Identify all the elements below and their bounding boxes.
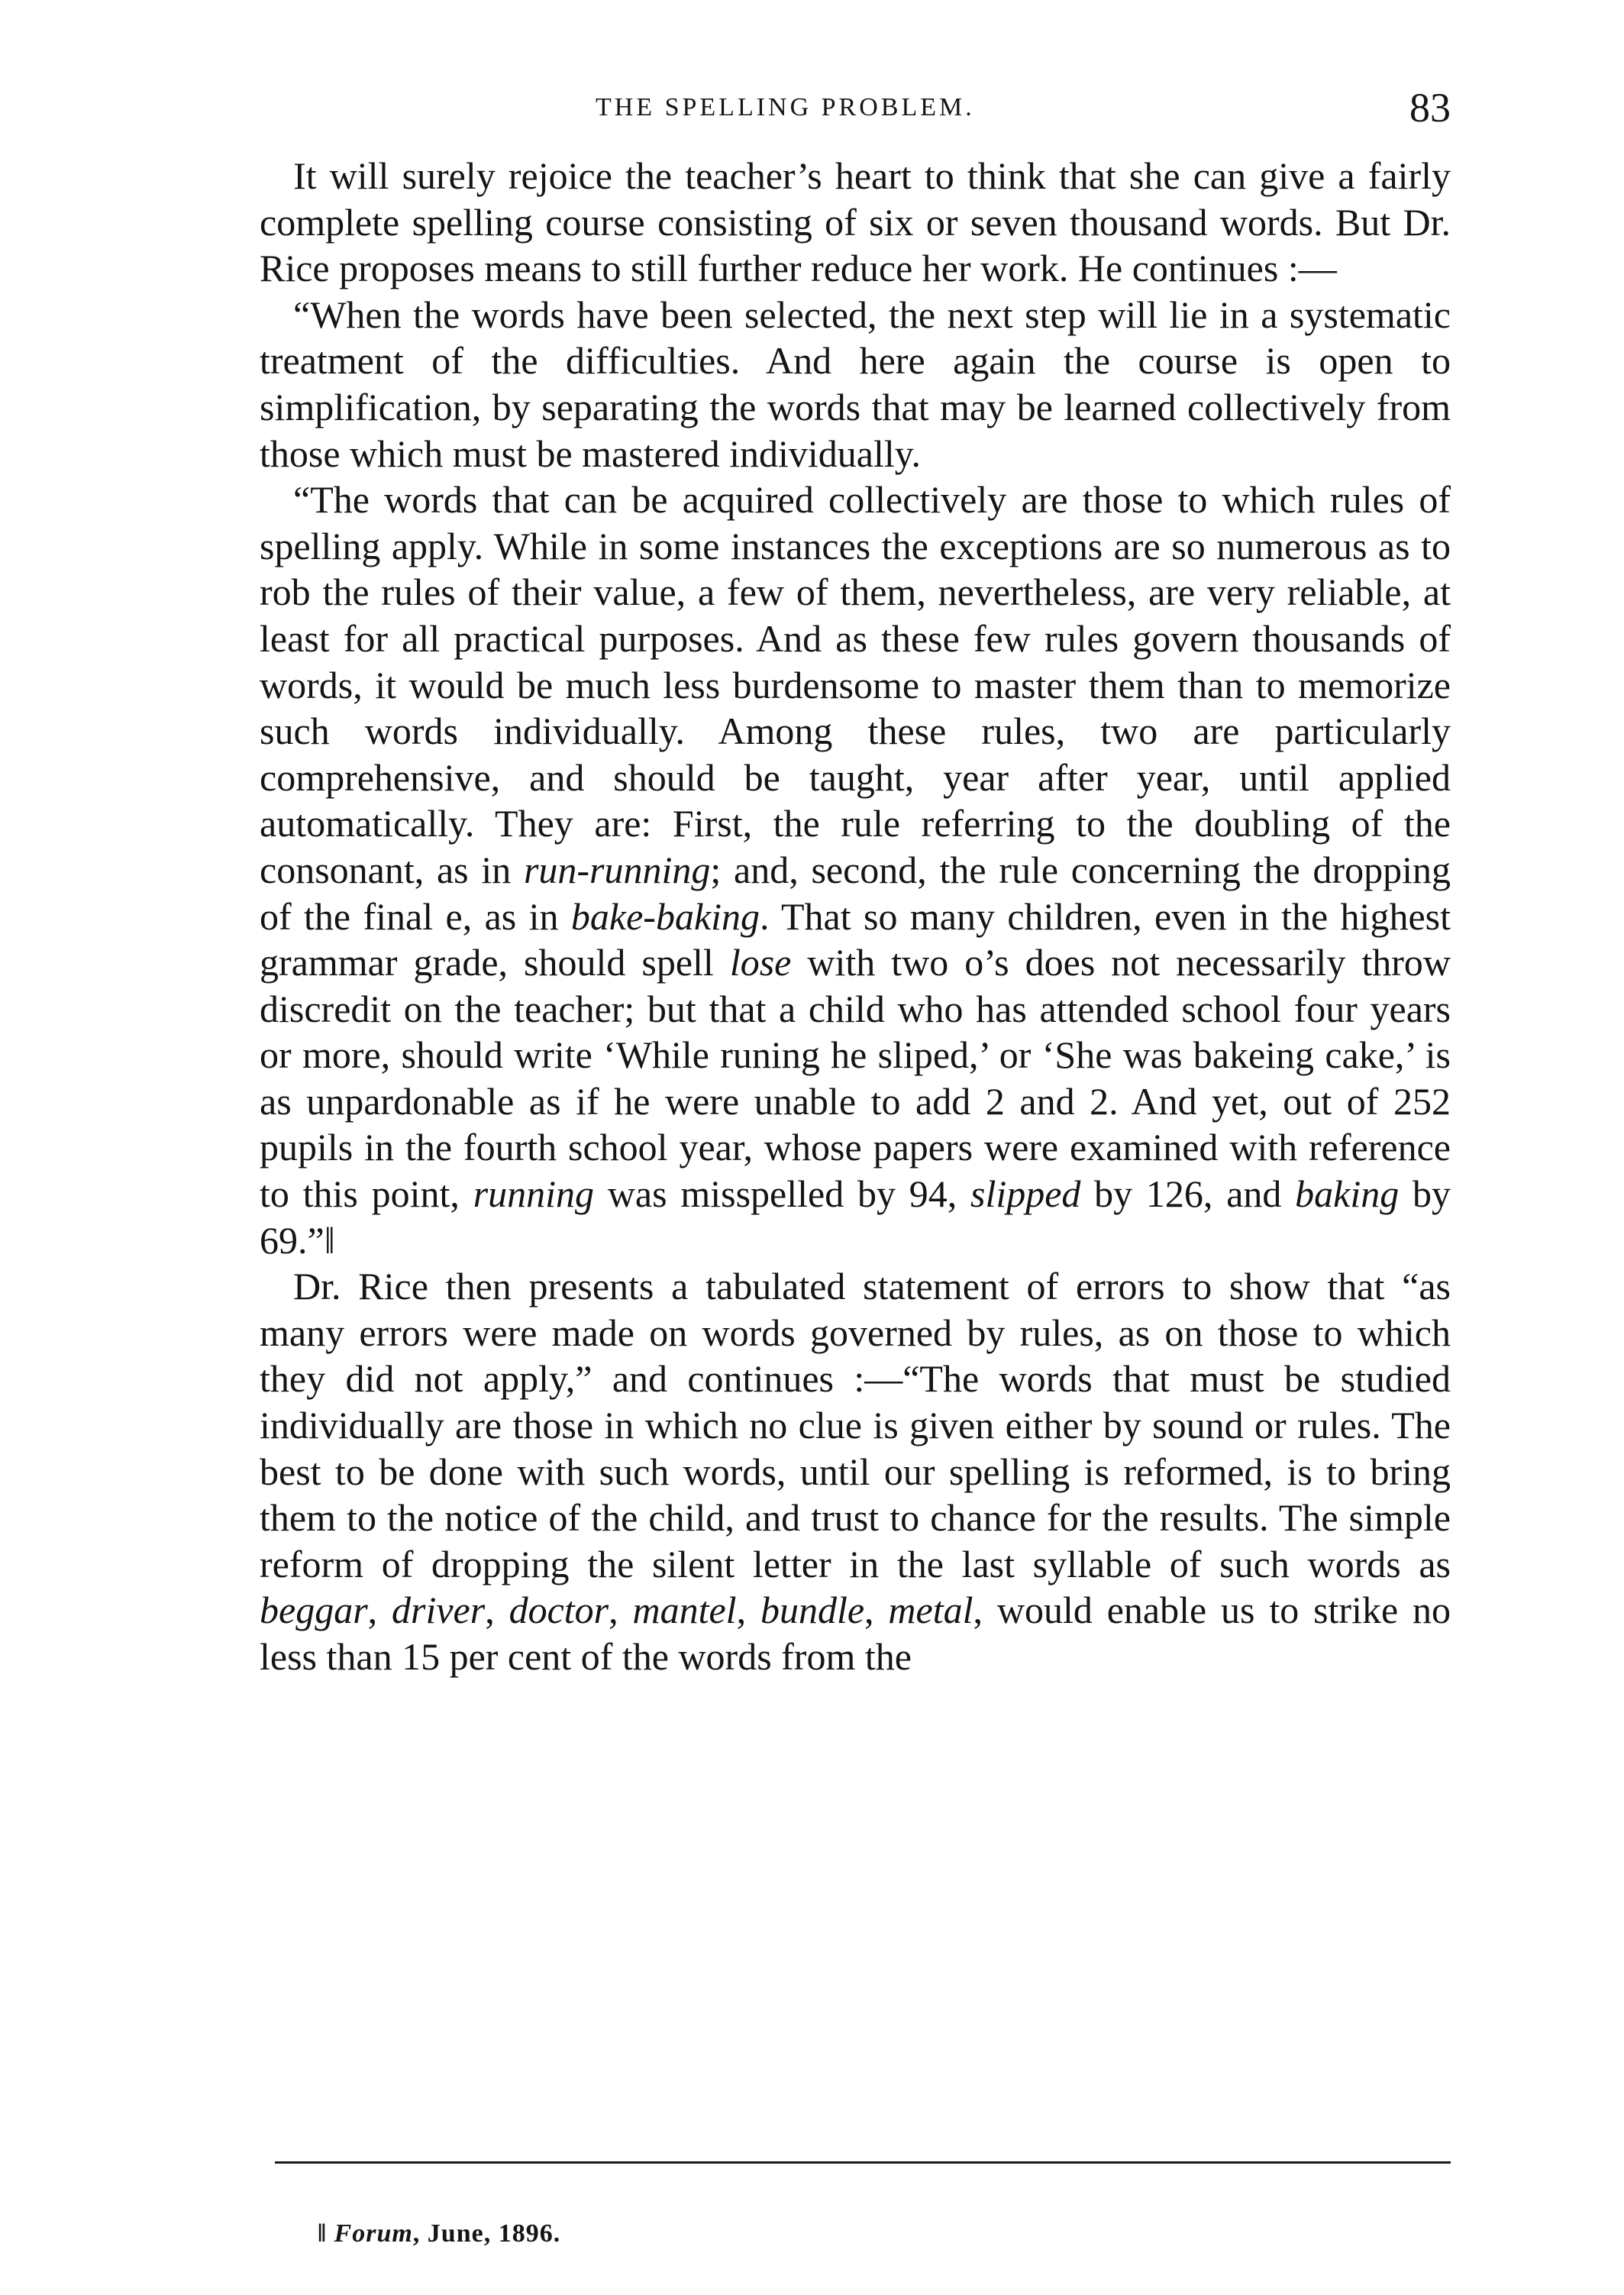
- running-title: THE SPELLING PROBLEM.: [596, 93, 975, 121]
- footnote-date: , June, 1896.: [412, 2219, 561, 2248]
- text-run: ; and, second, the rule concerning the dropping of the final e, as in: [260, 848, 1451, 938]
- italic-term: bundle: [760, 1589, 865, 1632]
- footnote-rule: [275, 2161, 1451, 2164]
- paragraph: [260, 153, 1451, 292]
- italic-term: beggar: [260, 1589, 368, 1632]
- italic-term: slipped: [970, 1172, 1081, 1216]
- text-run: by 69.”‖: [260, 1172, 1451, 1262]
- page-number: 83: [1409, 85, 1451, 131]
- text-run: Dr. Rice then presents a tabulated statement of errors to show that “as many errors were made on words governed by rules, as on those to which they did not apply,” and continues :—“The words that must be studied individually are those in which no clue is given either by sound or rules. The best to be done with such words, until our spelling is reformed, is to bring them to the notice of the child, and trust to chance for the results. The simple reform of dropping the silent letter in the last syllable of such words as: [260, 1265, 1451, 1585]
- italic-term: lose: [729, 941, 792, 984]
- running-head: [260, 85, 1451, 144]
- text-run: “The words that can be acquired collectively are those to which rules of spelling apply. While in some instances the exceptions are so numerous as to rob the rules of their value, a few of them, nevertheless, are very reliable, at least for all practical purposes. And as these few rules govern thousands of words, it would be much less burdensome to master them than to memorize such words individually. Among these rules, two are particularly comprehensive, and should be taught, year after year, until applied automatically. They are: First, the rule referring to the doubling of the consonant, as in: [260, 478, 1451, 891]
- text-run: “When the words have been selected, the next step will lie in a systematic treatment of the difficulties. And here again the course is open to simplification, by separating the words that may be learned collectively from those which must be mastered individually.: [260, 293, 1451, 475]
- text-run: ,: [736, 1589, 760, 1632]
- paragraph: [260, 292, 1451, 477]
- text-run: by 126, and: [1080, 1172, 1296, 1216]
- body-text: [260, 153, 1451, 1680]
- footnote: [318, 2219, 560, 2248]
- italic-term: driver: [392, 1589, 486, 1632]
- text-run: ,: [485, 1589, 509, 1632]
- text-run: was misspelled by 94,: [594, 1172, 970, 1216]
- italic-term: running: [473, 1172, 595, 1216]
- paragraph: [260, 1263, 1451, 1679]
- footnote-mark: ‖: [318, 2219, 328, 2248]
- italic-term: baking: [1295, 1172, 1400, 1216]
- text-run: with two o’s does not necessarily throw discredit on the teacher; but that a child who has attended school four years or more, should write ‘While runing he sliped,’ or ‘She was bakeing cake,’ is as unpardonable as if he were unable to add 2 and 2. And yet, out of 252 pupils in the fourth school year, whose papers were examined with reference to this point,: [260, 941, 1451, 1216]
- text-run: It will surely rejoice the teacher’s heart to think that she can give a fairly complete spelling course consisting of six or seven thousand words. But Dr. Rice proposes means to still further reduce her work. He continues :—: [260, 154, 1451, 290]
- text-run: , would enable us to strike no less than 15 per cent of the words from the: [260, 1589, 1451, 1678]
- italic-term: doctor: [509, 1589, 609, 1632]
- italic-term: mantel: [632, 1589, 737, 1632]
- text-run: ,: [367, 1589, 392, 1632]
- text-run: . That so many children, even in the highest grammar grade, should spell: [260, 894, 1451, 984]
- text-run: ,: [609, 1589, 633, 1632]
- italic-term: run-running: [523, 848, 711, 891]
- paragraph: [260, 477, 1451, 1263]
- text-run: ,: [864, 1589, 889, 1632]
- italic-term: metal: [888, 1589, 973, 1632]
- footnote-source: Forum: [334, 2219, 413, 2248]
- italic-term: bake-baking: [570, 894, 760, 938]
